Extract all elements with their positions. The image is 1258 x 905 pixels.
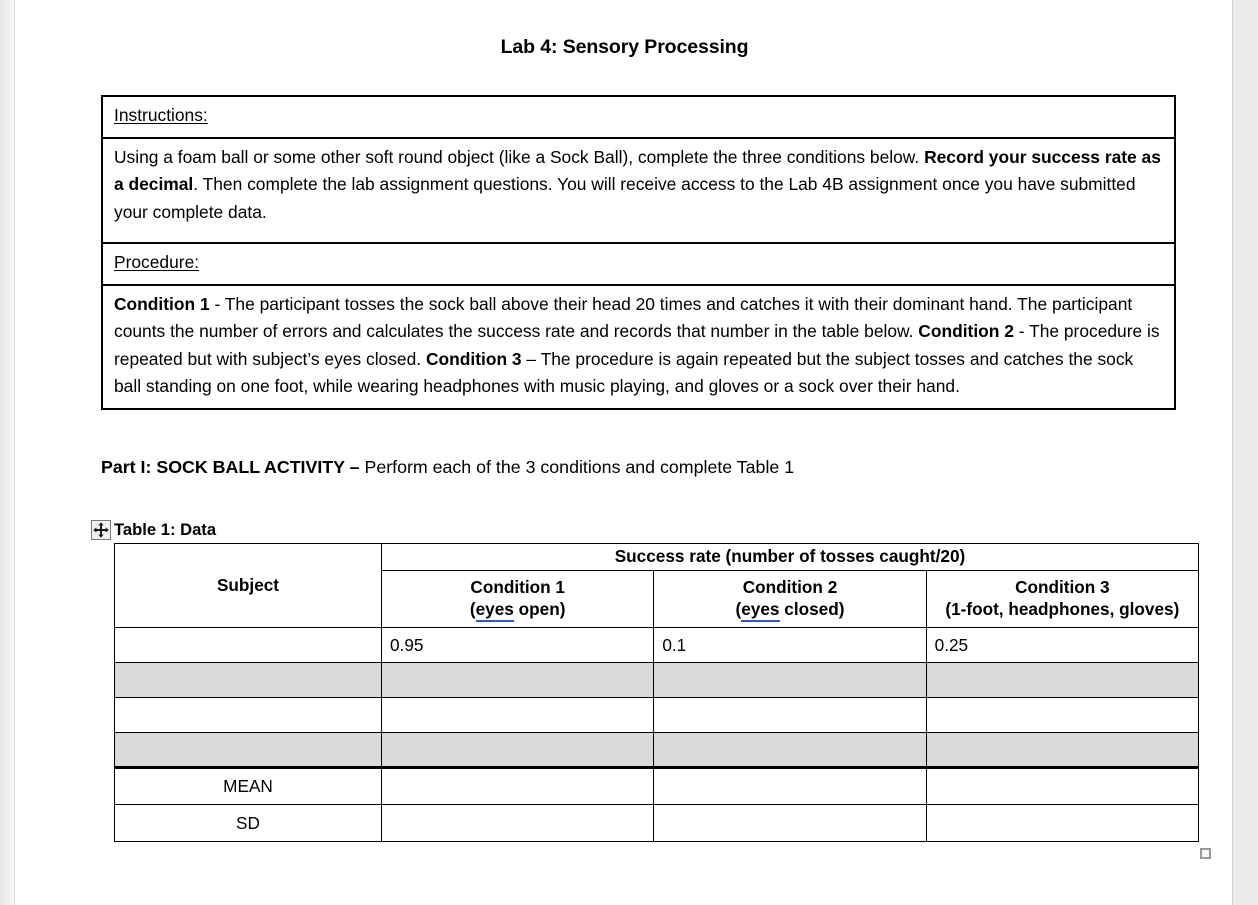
procedure-label-cell xyxy=(103,244,1174,284)
instructions-text-part1: Using a foam ball or some other soft round object (like a Sock Ball), complete the three conditions below. xyxy=(114,146,925,167)
data-table-container xyxy=(114,543,1199,842)
cell-condition-3[interactable] xyxy=(926,733,1198,768)
page-title: Lab 4: Sensory Processing xyxy=(500,36,749,58)
condition-1-label: Condition 1 xyxy=(114,293,210,314)
instructions-label-cell xyxy=(103,97,1174,137)
condition-3-text: – The procedure is again repeated but the subject tosses and catches the sock ball standing on one foot, while wearing headphones with music playing, and gloves or a sock over their hand. xyxy=(114,348,1134,396)
cell-condition-1[interactable] xyxy=(382,663,654,698)
instructions-body-cell xyxy=(103,139,1174,243)
cell-subject[interactable] xyxy=(115,733,382,768)
condition-2-text: - The procedure is repeated but with subject’s eyes closed. xyxy=(114,321,1160,369)
page-margin-left xyxy=(0,0,14,905)
table-row[interactable] xyxy=(115,628,1199,663)
paren-open-1: ( xyxy=(469,599,476,619)
part-one-heading xyxy=(101,455,794,480)
cell-condition-2[interactable] xyxy=(654,698,926,733)
spellcheck-word-eyes-2: eyes xyxy=(741,599,779,622)
cell-subject[interactable] xyxy=(115,628,382,663)
header-group-success-rate: Success rate (number of tosses caught/20) xyxy=(382,544,1199,571)
procedure-body-cell xyxy=(103,286,1174,408)
cell-mean-condition-2[interactable] xyxy=(654,768,926,805)
header-condition-2-sub xyxy=(662,599,917,621)
sub-suffix-1: open) xyxy=(513,599,566,619)
header-condition-2-title: Condition 2 xyxy=(742,577,838,598)
condition-3-label: Condition 3 xyxy=(425,348,522,369)
cell-mean-condition-1[interactable] xyxy=(382,768,654,805)
cell-sd-condition-2[interactable] xyxy=(654,805,926,842)
sub-suffix-2: closed) xyxy=(779,599,845,619)
header-condition-1-sub xyxy=(390,599,645,621)
document-page xyxy=(14,0,1233,905)
cell-mean-condition-3[interactable] xyxy=(926,768,1198,805)
part-one-bold-prefix: Part I: SOCK BALL ACTIVITY – xyxy=(101,457,365,477)
instructions-label: Instructions: xyxy=(114,105,208,125)
header-condition-3-sub: (1-foot, headphones, gloves) xyxy=(945,599,1180,619)
header-subject: Subject xyxy=(115,544,382,628)
label-mean: MEAN xyxy=(115,768,382,805)
table-move-handle-icon[interactable] xyxy=(91,520,111,540)
table-caption: Table 1: Data xyxy=(114,520,217,539)
procedure-body-row xyxy=(103,286,1174,408)
cell-condition-3[interactable] xyxy=(926,698,1198,733)
page-margin-right xyxy=(1233,0,1258,905)
procedure-label: Procedure: xyxy=(114,252,200,272)
table-row-mean[interactable] xyxy=(115,768,1199,805)
instructions-procedure-table xyxy=(101,95,1176,410)
move-cross-icon xyxy=(92,521,110,539)
table-row-sd[interactable] xyxy=(115,805,1199,842)
cell-condition-1[interactable]: 0.95 xyxy=(382,628,654,663)
cell-subject[interactable] xyxy=(115,698,382,733)
header-condition-3-title: Condition 3 xyxy=(1015,577,1110,598)
instructions-text-bold: Record your success rate as a decimal xyxy=(114,146,1161,194)
instructions-text-part3: . Then complete the lab assignment questions. You will receive access to the Lab 4B assignment once you have submitted your complete data. xyxy=(114,174,1136,222)
header-condition-3 xyxy=(926,571,1198,628)
table-header-row-top xyxy=(115,544,1199,571)
instructions-label-row xyxy=(103,97,1174,139)
paren-open-2: ( xyxy=(735,599,742,619)
cell-sd-condition-1[interactable] xyxy=(382,805,654,842)
cell-condition-1[interactable] xyxy=(382,733,654,768)
cell-condition-3[interactable] xyxy=(926,663,1198,698)
table-row[interactable] xyxy=(115,698,1199,733)
cell-condition-2[interactable] xyxy=(654,663,926,698)
table-row[interactable] xyxy=(115,733,1199,768)
procedure-label-row xyxy=(103,244,1174,286)
spellcheck-word-eyes-1: eyes xyxy=(476,599,514,622)
table-resize-handle-icon[interactable] xyxy=(1200,848,1211,859)
part-one-rest: Perform each of the 3 conditions and complete Table 1 xyxy=(364,457,795,477)
condition-2-label: Condition 2 xyxy=(918,321,1014,341)
cell-condition-2[interactable] xyxy=(654,733,926,768)
table-row[interactable] xyxy=(115,663,1199,698)
instructions-body-row xyxy=(103,139,1174,245)
cell-condition-1[interactable] xyxy=(382,698,654,733)
condition-1-text: - The participant tosses the sock ball above their head 20 times and catches it with their dominant hand. The participant counts the number of errors and calculates the success rate and records that number in the table below. xyxy=(114,293,1133,341)
cell-condition-3[interactable]: 0.25 xyxy=(926,628,1198,663)
header-condition-1-title: Condition 1 xyxy=(470,577,565,598)
data-table xyxy=(114,543,1199,842)
cell-sd-condition-3[interactable] xyxy=(926,805,1198,842)
header-condition-2 xyxy=(654,571,926,628)
header-condition-1 xyxy=(382,571,654,628)
cell-subject[interactable] xyxy=(115,663,382,698)
label-sd: SD xyxy=(115,805,382,842)
cell-condition-2[interactable]: 0.1 xyxy=(654,628,926,663)
